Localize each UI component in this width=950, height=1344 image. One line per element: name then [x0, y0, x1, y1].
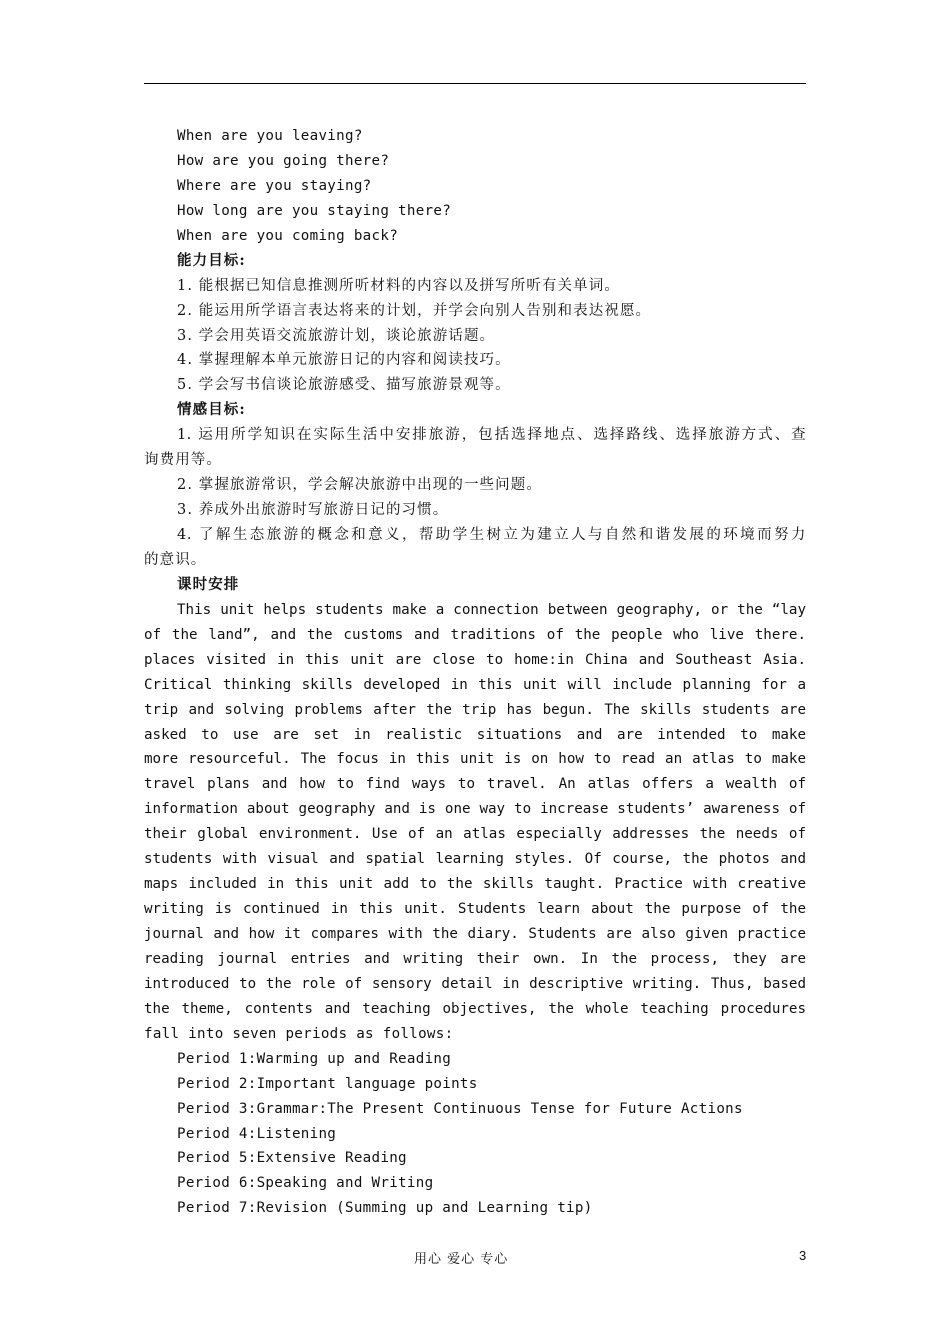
page-number: 3 — [799, 1248, 807, 1263]
period-item: Period 1:Warming up and Reading — [177, 1050, 452, 1067]
question-line: Where are you staying? — [177, 177, 372, 194]
paragraph-line: travel plans and how to find ways to travel. An atlas offers a wealth of — [144, 776, 806, 793]
paragraph-line: introduced to the role of sensory detail in descriptive writing. Thus, based — [144, 975, 806, 992]
paragraph-line: This unit helps students make a connection between geography, or the “lay — [177, 601, 806, 618]
question-line: When are you leaving? — [177, 128, 363, 144]
emotion-item: 4. 了解生态旅游的概念和意义，帮助学生树立为建立人与自然和谐发展的环境而努力 — [177, 527, 806, 543]
paragraph-line: the theme, contents and teaching objectives, the whole teaching procedures — [144, 1000, 806, 1017]
paragraph-line: of the land”, and the customs and traditions of the people who live there. — [144, 626, 806, 643]
period-item: Period 5:Extensive Reading — [177, 1150, 407, 1167]
emotion-item-continued: 的意识。 — [144, 551, 207, 568]
paragraph-line: students with visual and spatial learning styles. Of course, the photos and — [144, 851, 806, 868]
footer-text: 用心 爱心 专心 — [414, 1252, 509, 1267]
emotion-item: 2. 掌握旅游常识，学会解决旅游中出现的一些问题。 — [177, 477, 542, 494]
paragraph-line: writing is continued in this unit. Students learn about the purpose of the — [144, 901, 806, 918]
question-line: How long are you staying there? — [177, 202, 452, 219]
ability-item: 4. 掌握理解本单元旅游日记的内容和阅读技巧。 — [177, 352, 511, 369]
header-rule — [144, 83, 806, 84]
ability-heading: 能力目标: — [177, 251, 246, 269]
paragraph-line: maps included in this unit add to the skills taught. Practice with creative — [144, 876, 806, 893]
paragraph-line: more resourceful. The focus in this unit is on how to read an atlas to make — [144, 751, 806, 768]
period-item: Period 7:Revision (Summing up and Learning tip) — [177, 1200, 593, 1217]
period-item: Period 2:Important language points — [177, 1075, 478, 1092]
paragraph-line: fall into seven periods as follows: — [144, 1025, 454, 1042]
emotion-item-continued: 询费用等。 — [144, 452, 222, 469]
emotion-heading: 情感目标: — [177, 401, 246, 419]
page-footer — [0, 1248, 950, 1268]
ability-item: 1. 能根据已知信息推测所听材料的内容以及拼写所听有关单词。 — [177, 277, 620, 294]
paragraph-line: journal and how it compares with the diary. Students are also given practice — [144, 926, 806, 942]
period-item: Period 6:Speaking and Writing — [177, 1175, 434, 1192]
paragraph-line: Critical thinking skills developed in this unit will include planning for a — [144, 676, 806, 693]
emotion-item: 3. 养成外出旅游时写旅游日记的习惯。 — [177, 502, 449, 519]
page-content — [144, 124, 806, 1221]
paragraph-line: places visited in this unit are close to home:in China and Southeast Asia. — [144, 651, 806, 668]
question-line: When are you coming back? — [177, 227, 399, 244]
paragraph-line: trip and solving problems after the trip has begun. The skills students are — [144, 701, 806, 718]
question-line: How are you going there? — [177, 152, 390, 169]
emotion-item: 1. 运用所学知识在实际生活中安排旅游，包括选择地点、选择路线、选择旅游方式、查 — [177, 427, 806, 444]
paragraph-line: information about geography and is one way to increase students’ awareness of — [144, 801, 806, 818]
period-item: Period 4:Listening — [177, 1125, 337, 1142]
period-item: Period 3:Grammar:The Present Continuous Tense for Future Actions — [177, 1100, 743, 1117]
schedule-heading: 课时安排 — [177, 575, 240, 593]
paragraph-line: asked to use are set in realistic situations and are intended to make — [144, 726, 806, 743]
ability-item: 5. 学会写书信谈论旅游感受、描写旅游景观等。 — [177, 377, 511, 394]
paragraph-line: their global environment. Use of an atlas especially addresses the needs of — [144, 826, 806, 843]
ability-item: 3. 学会用英语交流旅游计划，谈论旅游话题。 — [177, 327, 496, 344]
paragraph-line: reading journal entries and writing their own. In the process, they are — [144, 950, 806, 967]
ability-item: 2. 能运用所学语言表达将来的计划，并学会向别人告别和表达祝愿。 — [177, 302, 652, 319]
